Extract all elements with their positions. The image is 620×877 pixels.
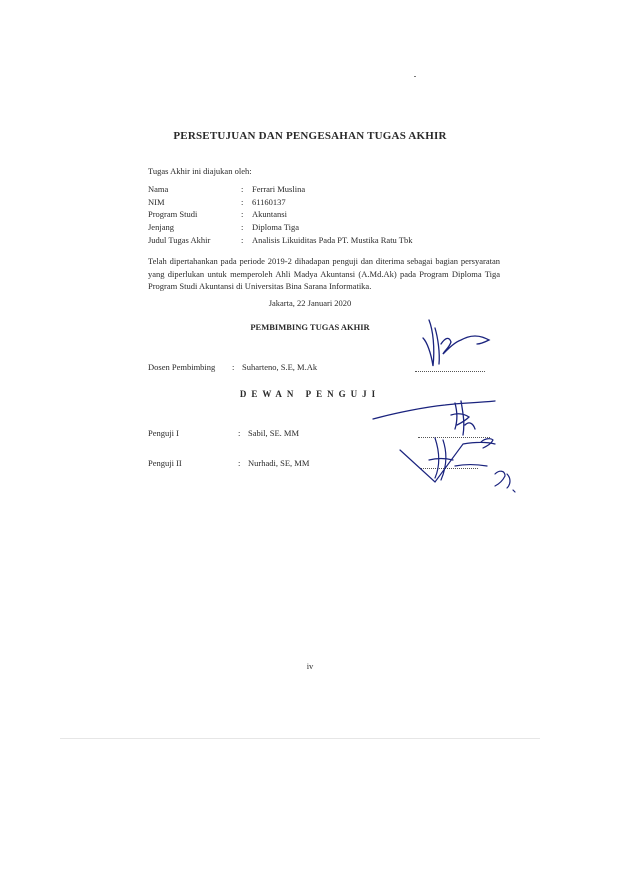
advisor-heading: PEMBIMBING TUGAS AKHIR (250, 322, 370, 332)
advisor-name: Suharteno, S.E, M.Ak (242, 362, 318, 372)
field-label-thesis-title: Judul Tugas Akhir (148, 235, 211, 245)
field-value-nim: 61160137 (252, 197, 286, 207)
page-number: iv (306, 661, 314, 671)
examiner-2-signature (395, 430, 525, 500)
field-colon: : (241, 197, 244, 207)
field-colon: : (241, 209, 244, 219)
field-value-level: Diploma Tiga (252, 222, 299, 232)
field-value-program: Akuntansi (252, 209, 287, 219)
field-colon: : (241, 222, 244, 232)
scan-edge-line (60, 738, 540, 739)
examiner-2-label: Penguji II (148, 458, 182, 468)
field-label-nim: NIM (148, 197, 165, 207)
examiner-1-name: Sabil, SE. MM (248, 428, 300, 438)
field-label-level: Jenjang (148, 222, 174, 232)
document-title: PERSETUJUAN DAN PENGESAHAN TUGAS AKHIR (173, 130, 447, 142)
field-value-name: Ferrari Muslina (252, 184, 306, 194)
examiner-2-name: Nurhadi, SE, MM (248, 458, 310, 468)
field-colon: : (241, 235, 244, 245)
field-label-program: Program Studi (148, 209, 198, 219)
advisor-signature (405, 308, 505, 378)
field-colon: : (232, 362, 235, 372)
intro-text: Tugas Akhir ini diajukan oleh: (148, 166, 252, 176)
field-value-thesis-title: Analisis Likuiditas Pada PT. Mustika Ratu Tbk (252, 235, 413, 245)
examiners-heading: DEWAN PENGUJI (239, 389, 381, 399)
approval-statement: Telah dipertahankan pada periode 2019-2 dihadapan penguji dan diterima sebagai bagian persyaratan yang diperlukan untuk memperoleh Ahli Madya Akuntansi (A.Md.Ak) pada Program Diploma Tiga Program Studi Akuntansi di Universitas Bina Sarana Informatika. (148, 256, 500, 291)
field-colon: : (241, 184, 244, 194)
advisor-label: Dosen Pembimbing (148, 362, 216, 372)
field-label-name: Nama (148, 184, 169, 194)
place-date: Jakarta, 22 Januari 2020 (268, 298, 352, 308)
field-colon: : (238, 458, 241, 468)
scan-speck (414, 76, 416, 77)
field-colon: : (238, 428, 241, 438)
examiner-1-label: Penguji I (148, 428, 179, 438)
